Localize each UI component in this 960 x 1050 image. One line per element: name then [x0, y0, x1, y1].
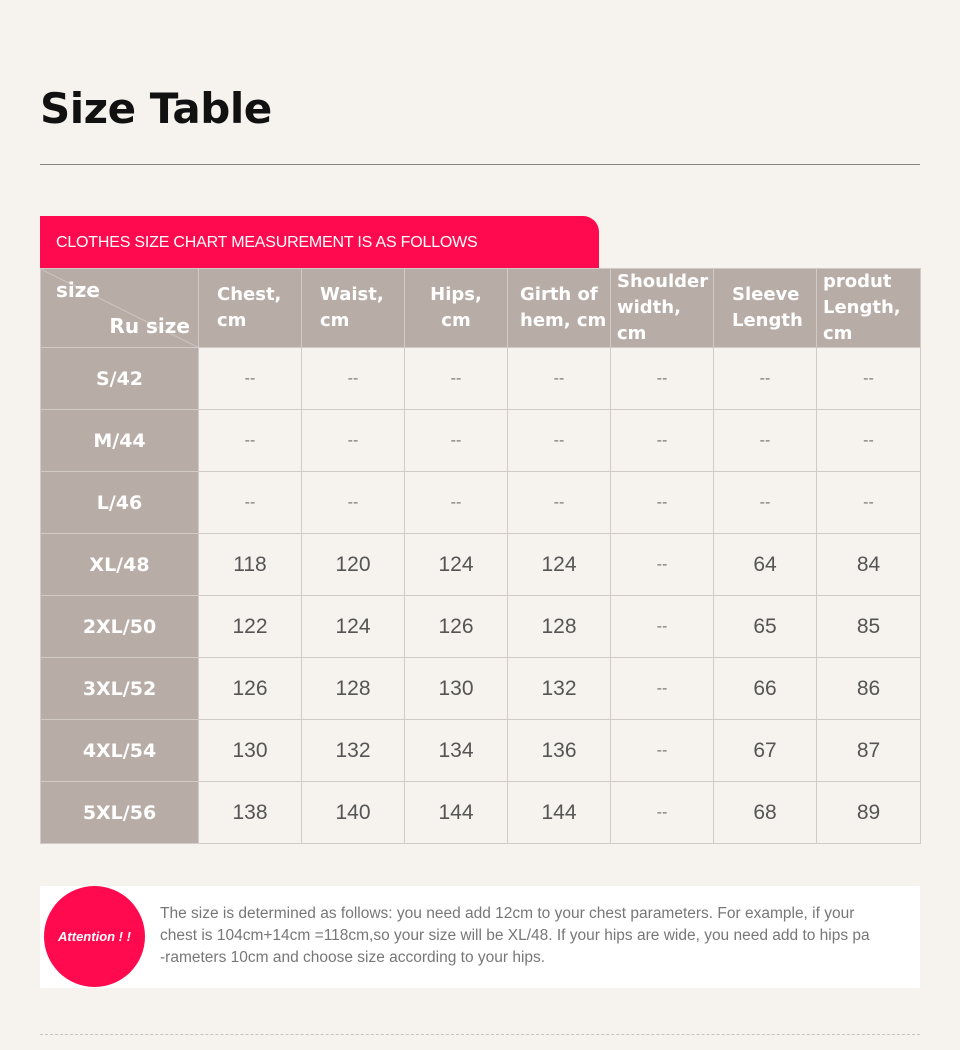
table-cell: -- [508, 410, 611, 472]
table-cell: -- [817, 410, 921, 472]
table-row [41, 534, 921, 596]
corner-ru-size-label: Ru size [109, 314, 190, 338]
table-cell: -- [302, 472, 405, 534]
row-size-label: XL/48 [41, 534, 199, 596]
table-cell: 126 [405, 596, 508, 658]
table-row [41, 596, 921, 658]
table-cell: -- [302, 348, 405, 410]
table-cell: -- [199, 348, 302, 410]
bottom-divider [40, 1034, 920, 1035]
attention-box [40, 886, 920, 988]
table-cell: 138 [199, 782, 302, 844]
table-row [41, 720, 921, 782]
table-cell: 118 [199, 534, 302, 596]
table-cell: -- [611, 596, 714, 658]
table-cell: -- [405, 348, 508, 410]
table-cell: 65 [714, 596, 817, 658]
attention-line: -rameters 10cm and choose size according to your hips. [160, 949, 546, 966]
attention-badge: Attention ! ! [44, 886, 145, 987]
table-cell: 126 [199, 658, 302, 720]
row-size-label: S/42 [41, 348, 199, 410]
table-row [41, 782, 921, 844]
page-title: Size Table [40, 84, 272, 133]
table-row [41, 472, 921, 534]
table-cell: 124 [508, 534, 611, 596]
attention-text [160, 903, 900, 969]
row-size-label: 2XL/50 [41, 596, 199, 658]
table-cell: 89 [817, 782, 921, 844]
table-cell: -- [817, 348, 921, 410]
table-cell: -- [714, 410, 817, 472]
table-cell: 140 [302, 782, 405, 844]
table-cell: -- [508, 348, 611, 410]
row-size-label: 4XL/54 [41, 720, 199, 782]
row-size-label: M/44 [41, 410, 199, 472]
row-size-label: L/46 [41, 472, 199, 534]
table-row [41, 658, 921, 720]
table-cell: 120 [302, 534, 405, 596]
table-cell: 86 [817, 658, 921, 720]
table-cell: -- [199, 472, 302, 534]
table-cell: 87 [817, 720, 921, 782]
table-cell: 134 [405, 720, 508, 782]
table-cell: 122 [199, 596, 302, 658]
table-cell: -- [611, 658, 714, 720]
table-cell: -- [611, 410, 714, 472]
table-cell: -- [611, 348, 714, 410]
corner-header-cell [41, 269, 199, 348]
table-cell: 136 [508, 720, 611, 782]
table-cell: 130 [405, 658, 508, 720]
table-cell: -- [611, 534, 714, 596]
col-header-shoulder: Shoulder width, cm [611, 269, 714, 348]
table-cell: -- [405, 472, 508, 534]
col-header-sleeve: Sleeve Length [714, 269, 817, 348]
table-cell: 124 [302, 596, 405, 658]
table-cell: -- [714, 348, 817, 410]
table-row [41, 348, 921, 410]
corner-size-label: size [56, 278, 100, 302]
chart-banner: CLOTHES SIZE CHART MEASUREMENT IS AS FOLLOWS [40, 216, 599, 268]
table-cell: 84 [817, 534, 921, 596]
table-cell: 132 [302, 720, 405, 782]
table-cell: 144 [508, 782, 611, 844]
col-header-hips: Hips, cm [405, 269, 508, 348]
header-row [41, 269, 921, 348]
table-cell: -- [611, 472, 714, 534]
table-cell: 130 [199, 720, 302, 782]
col-header-chest: Chest, cm [199, 269, 302, 348]
size-table [40, 268, 921, 844]
table-cell: 85 [817, 596, 921, 658]
table-cell: -- [199, 410, 302, 472]
table-cell: 66 [714, 658, 817, 720]
attention-line: chest is 104cm+14cm =118cm,so your size will be XL/48. If your hips are wide, you need add to hips pa [160, 927, 870, 944]
row-size-label: 3XL/52 [41, 658, 199, 720]
table-cell: 144 [405, 782, 508, 844]
attention-line: The size is determined as follows: you need add 12cm to your chest parameters. For example, if your [160, 905, 855, 922]
row-size-label: 5XL/56 [41, 782, 199, 844]
table-cell: 68 [714, 782, 817, 844]
col-header-hem: Girth of hem, cm [508, 269, 611, 348]
table-row [41, 410, 921, 472]
table-cell: -- [714, 472, 817, 534]
col-header-length: produt Length, cm [817, 269, 921, 348]
table-cell: 124 [405, 534, 508, 596]
table-cell: -- [611, 720, 714, 782]
table-cell: -- [302, 410, 405, 472]
table-cell: 128 [302, 658, 405, 720]
table-cell: 128 [508, 596, 611, 658]
table-cell: 67 [714, 720, 817, 782]
table-cell: -- [508, 472, 611, 534]
table-cell: -- [611, 782, 714, 844]
col-header-waist: Waist, cm [302, 269, 405, 348]
table-cell: -- [817, 472, 921, 534]
title-divider [40, 164, 920, 165]
table-cell: 64 [714, 534, 817, 596]
table-cell: -- [405, 410, 508, 472]
table-cell: 132 [508, 658, 611, 720]
